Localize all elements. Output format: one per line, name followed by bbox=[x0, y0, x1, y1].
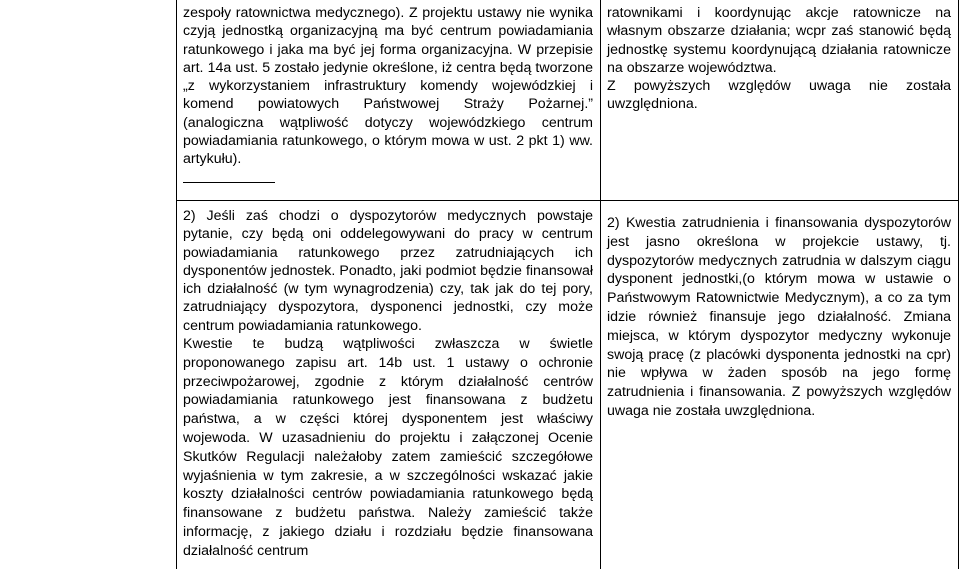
row-1-right-cell bbox=[607, 4, 951, 114]
row-1-left-cell bbox=[183, 4, 593, 183]
row-1-left-paragraph: zespoły ratownictwa medycznego). Z projektu ustawy nie wynika czyją jednostką organizacyjną ma być centrum powiadamiania ratunkowego i jaka ma być jej forma organizacyjna. W przepisie art. 14a ust. 5 zostało jedynie określone, iż centra będą tworzone „z wykorzystaniem infrastruktury komendy wojewódzkiej i komend powiatowych Państwowej Straży Pożarnej.” (analogiczna wątpliwość dotyczy wojewódzkiego centrum powiadamiania ratunkowego, o którym mowa w ust. 2 pkt 1) ww. artykułu). bbox=[183, 5, 593, 168]
row-2-right-cell bbox=[607, 214, 951, 421]
row-2-right-paragraph: 2) Kwestia zatrudnienia i finansowania dyspozytorów jest jasno określona w projekcie ustawy, tj. dyspozytorów medycznych zatrudnia w dalszym ciągu dysponent jednostki,(o którym mowa w ustawie o Państwowym Ratownictwie Medycznym), a co za tym idzie również finansuje jego działalność. Zmiana miejsca, w którym dyspozytor medyczny wykonuje swoją pracę (z placówki dysponenta jednostki na cpr) nie wpływa w żaden sposób na jego formę zatrudnienia i finansowania. Z powyższych względów uwaga nie została uwzględniona. bbox=[607, 215, 951, 419]
table-border-left bbox=[176, 0, 177, 569]
column-divider bbox=[600, 0, 601, 569]
footnote-separator bbox=[183, 182, 275, 183]
row-2-left-paragraph-1: 2) Jeśli zaś chodzi o dyspozytorów medycznych powstaje pytanie, czy będą oni oddelegowywani do pracy w centrum powiadamiania ratunkowego przez zatrudniających ich dysponentów jednostek. Ponadto, jaki podmiot będzie finansował ich działalność (w tym wynagrodzenia) czy, tak jak do tej pory, zatrudniający dyspozytora, dysponenci jednostki, czy może centrum powiadamiania ratunkowego. bbox=[183, 208, 593, 334]
table-border-right bbox=[958, 0, 959, 569]
row-2-left-paragraph-2: Kwestie te budzą wątpliwości zwłaszcza w świetle proponowanego zapisu art. 14b ust. 1 ustawy o ochronie przeciwpożarowej, zgodnie z którym działalność centrów powiadamiania ratunkowego jest finansowana z budżetu państwa, a w części której dysponentem jest właściwy wojewoda. W uzasadnieniu do projektu i załączonej Ocenie Skutków Regulacji należałoby zatem zamieścić szczegółowe wyjaśnienia w tym zakresie, a w szczególności wskazać jakie koszty działalności centrów powiadamiania ratunkowego będą finansowane z budżetu państwa. Należy zamieścić także informację, z jakiego działu i rozdziału będzie finansowana działalność centrum bbox=[183, 336, 593, 559]
row-1-right-paragraph-2: Z powyższych względów uwaga nie została uwzględniona. bbox=[607, 78, 951, 113]
row-2-left-cell bbox=[183, 207, 593, 561]
row-1-right-paragraph-1: ratownikami i koordynując akcje ratownicze na własnym obszarze działania; wcpr zaś stanowić będą jednostkę systemu koordynującą działania ratownicze na obszarze województwa. bbox=[607, 5, 951, 76]
row-divider bbox=[176, 200, 959, 201]
